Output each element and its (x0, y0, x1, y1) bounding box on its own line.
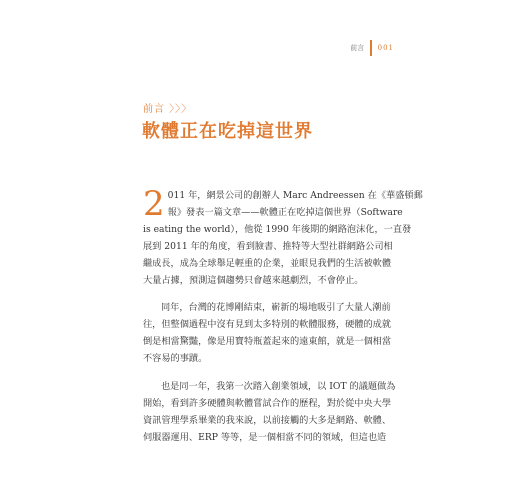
header-section-label: 前言 (350, 44, 365, 52)
header-divider (370, 40, 372, 56)
paragraph-line: 同年，台灣的花博剛結束，嶄新的場地吸引了大量人潮前 (161, 302, 391, 314)
paragraph-line: 繼成長，成為全球舉足輕重的企業，並眼見我們的生活被軟體 (143, 257, 392, 269)
chapter-title: 軟體正在吃掉這世界 (142, 121, 313, 142)
paragraph-line: 大量占據，預測這個趨勢只會越來越劇烈，不會停止。 (143, 274, 364, 286)
paragraph-line: 往，但整個過程中沒有見到太多特別的軟體服務，硬體的成就 (143, 319, 392, 331)
paragraph-line: 報》發表一篇文章——軟體正在吃掉這個世界（Software (167, 206, 403, 218)
page-number: 001 (377, 44, 394, 52)
paragraph-line: 不容易的事蹟。 (143, 353, 208, 365)
paragraph-line: is eating the world），他從 1990 年後期的網路泡沫化，一直發 (143, 223, 412, 235)
chapter-kicker: 前言 〉〉〉 (143, 104, 193, 115)
paragraph-line: 也是同一年，我第一次踏入創業領域，以 IOT 的議題做為 (161, 381, 396, 393)
paragraph-line: 資訊管理學系畢業的我來說，以前接觸的大多是網路、軟體、 (143, 414, 392, 426)
paragraph-line: 開始，看到許多硬體與軟體嘗試合作的歷程，對於從中央大學 (143, 397, 392, 409)
paragraph-line: 伺服器運用、ERP 等等，是一個相當不同的領域，但這也造 (143, 431, 387, 443)
paragraph-line: 011 年，網景公司的創辦人 Marc Andreessen 在《華盛頓郵 (167, 190, 423, 201)
drop-cap: 2 (143, 184, 165, 224)
running-header (350, 40, 394, 56)
body-text (143, 184, 423, 447)
paragraph-line: 倒是相當驚豔，像是用寶特瓶蓋起來的遠東館，就是一個相當 (143, 336, 392, 348)
paragraph-line: 展到 2011 年的角度，看到臉書、推特等大型社群網路公司相 (143, 240, 393, 252)
